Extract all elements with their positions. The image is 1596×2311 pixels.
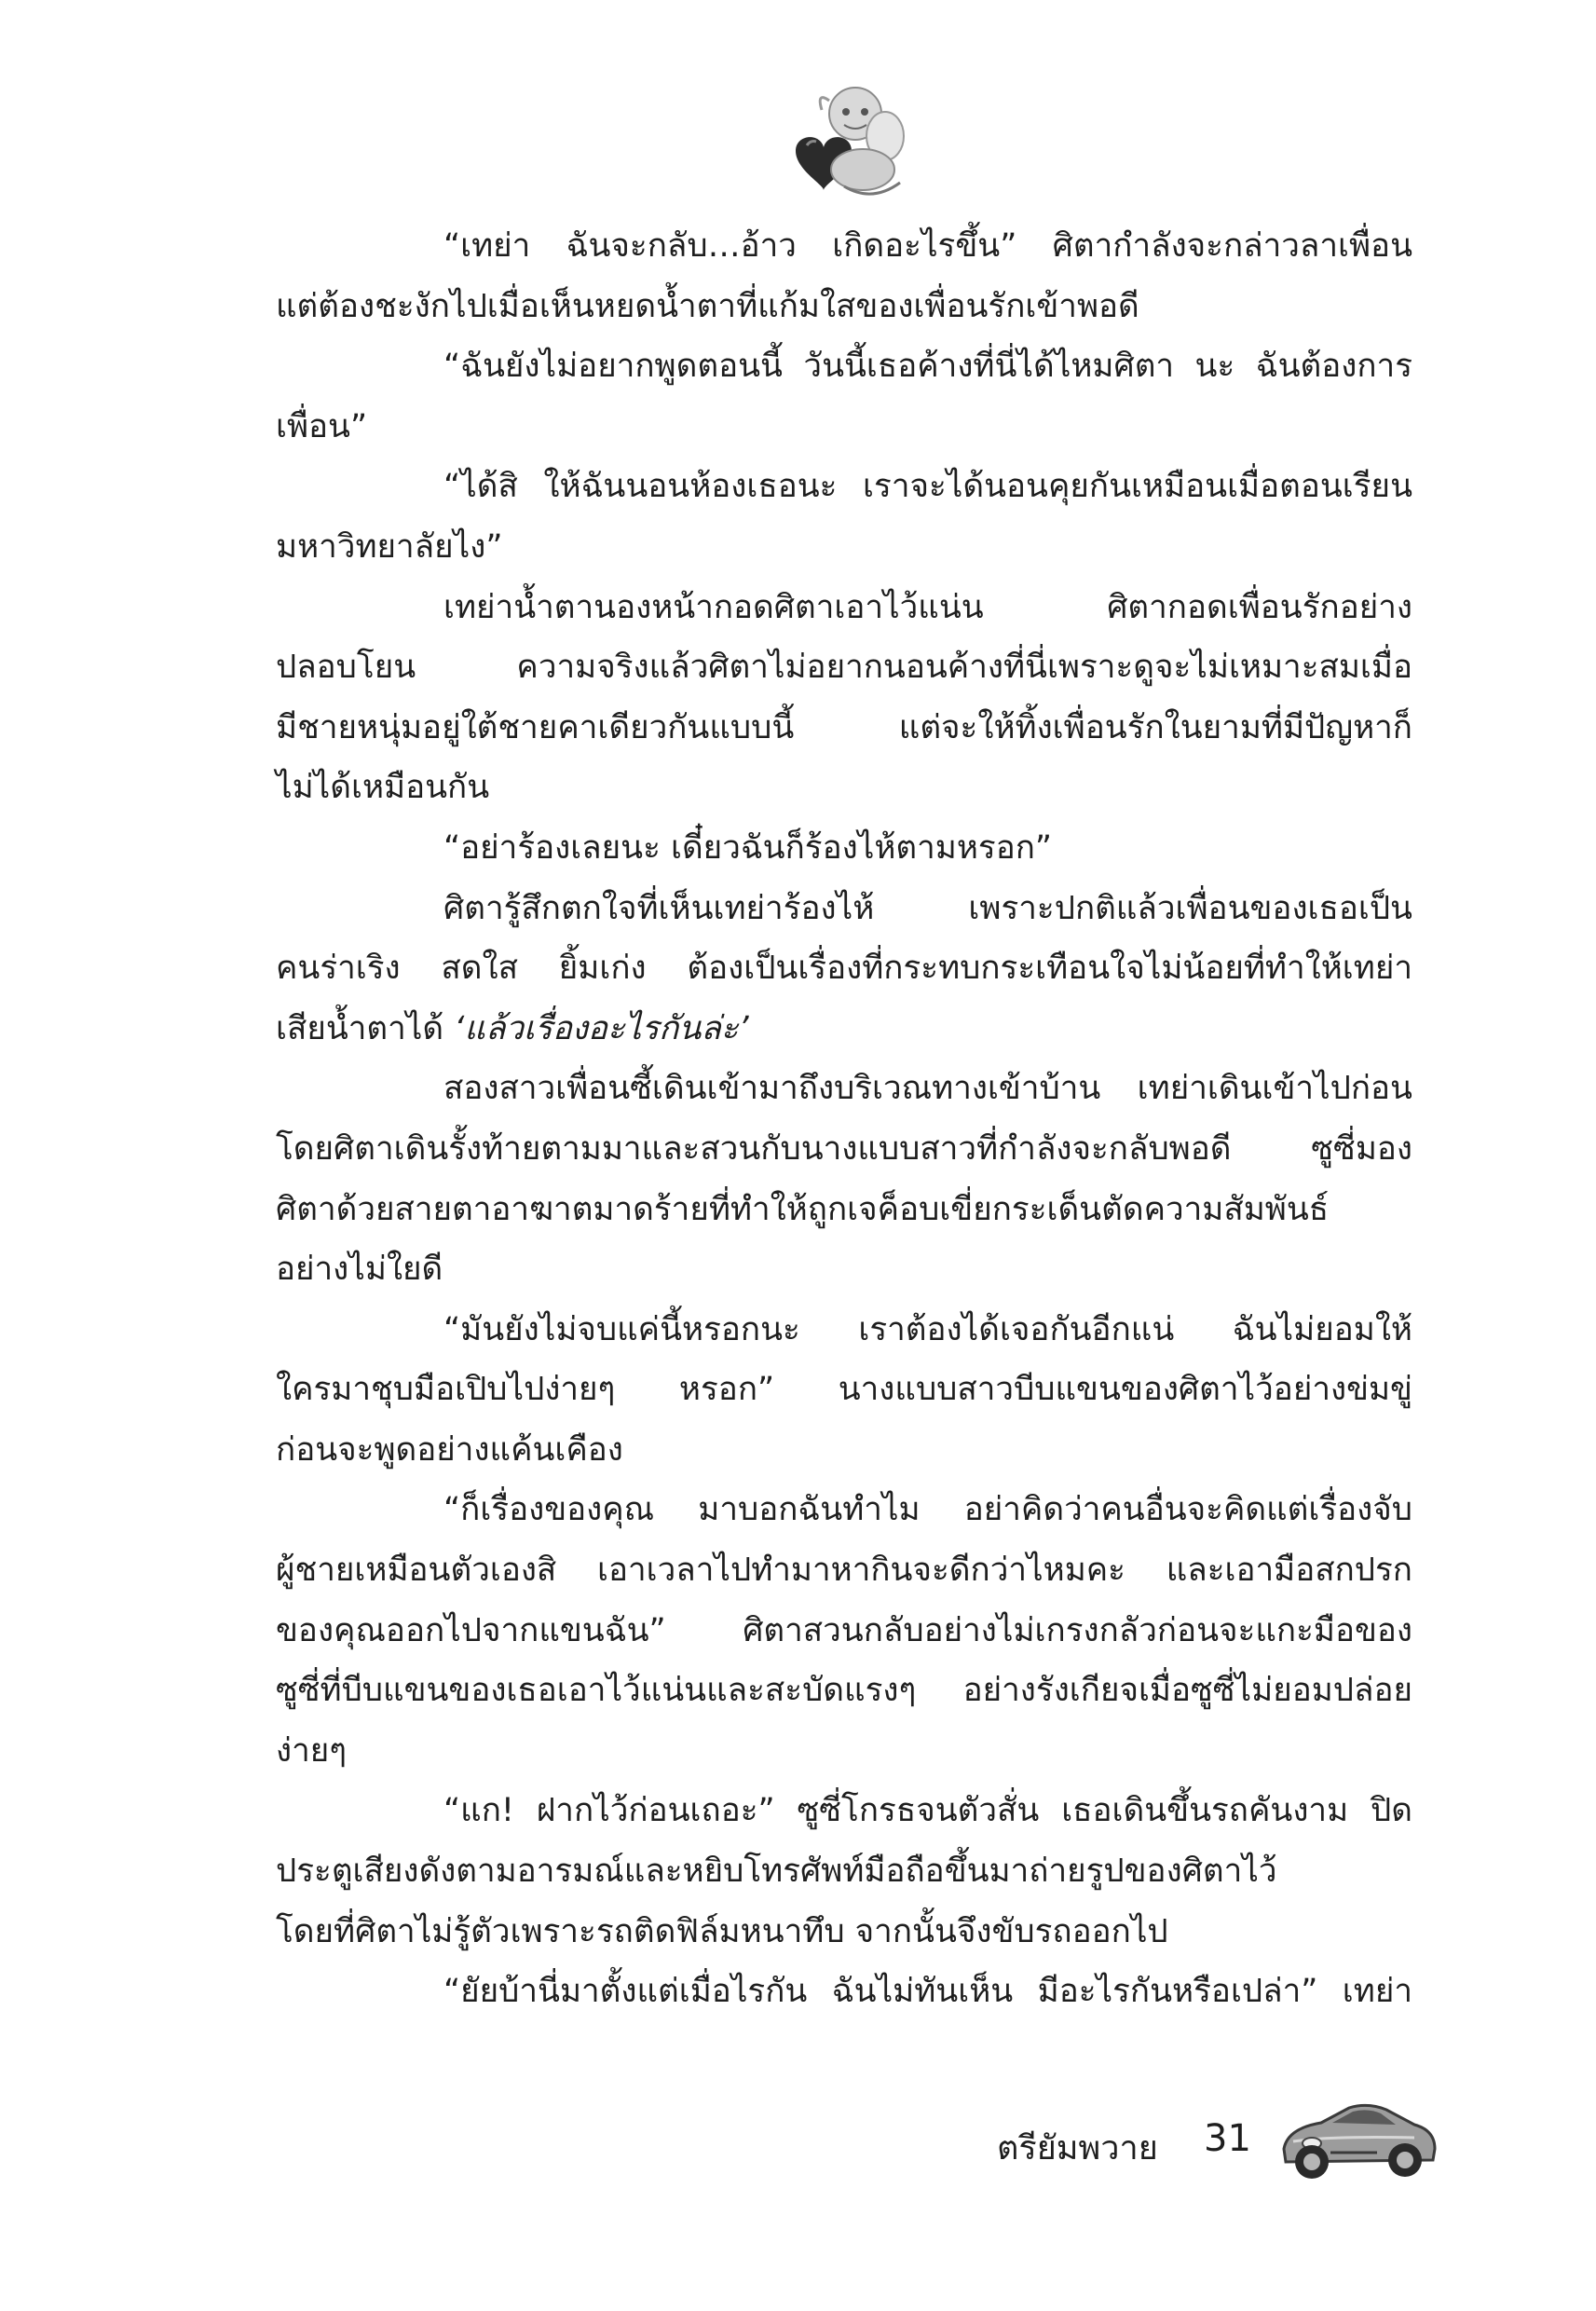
text-line: ปลอบโยน ความจริงแล้วศิตาไม่อยากนอนค้างที่นี่เพราะดูจะไม่เหมาะสมเมื่อ <box>276 649 1412 687</box>
page-footer <box>997 2104 1463 2179</box>
page-body <box>276 216 1412 2022</box>
text-line: ง่ายๆ <box>276 1731 348 1770</box>
book-title: ตรียัมพวาย <box>997 2129 1158 2167</box>
text-line: คนร่าเริง สดใส ยิ้มเก่ง ต้องเป็นเรื่องที่กระทบกระเทือนใจไม่น้อยที่ทำให้เทย่า <box>276 950 1412 988</box>
paragraph <box>276 457 1412 577</box>
paragraph <box>276 1781 1412 1962</box>
paragraph <box>276 1962 1412 2022</box>
text-line: เทย่าน้ำตานองหน้ากอดศิตาเอาไว้แน่น ศิตากอดเพื่อนรักอย่าง <box>443 588 1412 626</box>
inner-thought: ‘แล้วเรื่องอะไรกันล่ะ’ <box>454 1009 749 1047</box>
cupid-heart-ornament <box>788 82 911 205</box>
paragraph <box>276 1480 1412 1781</box>
paragraph <box>276 818 1412 879</box>
text-line: โดยที่ศิตาไม่รู้ตัวเพราะรถติดฟิล์มหนาทึบ จากนั้นจึงขับรถออกไป <box>276 1912 1168 1950</box>
text-line: ก่อนจะพูดอย่างแค้นเคือง <box>276 1430 623 1469</box>
paragraph <box>276 1300 1412 1481</box>
text-line: “เทย่า ฉันจะกลับ…อ้าว เกิดอะไรขึ้น” ศิตากำลังจะกล่าวลาเพื่อน <box>443 227 1412 265</box>
text-line: ของคุณออกไปจากแขนฉัน” ศิตาสวนกลับอย่างไม่เกรงกลัวก่อนจะแกะมือของ <box>276 1611 1412 1649</box>
text-line: “ก็เรื่องของคุณ มาบอกฉันทำไม อย่าคิดว่าคนอื่นจะคิดแต่เรื่องจับ <box>443 1491 1412 1529</box>
text-fragment: เสียน้ำตาได้ <box>276 1009 455 1047</box>
text-line: “มันยังไม่จบแค่นี้หรอกนะ เราต้องได้เจอกันอีกแน่ ฉันไม่ยอมให้ <box>443 1310 1412 1348</box>
convertible-car-icon <box>1275 2084 1442 2186</box>
paragraph <box>276 1059 1412 1299</box>
paragraph <box>276 879 1412 1060</box>
paragraph <box>276 216 1412 336</box>
text-line: ประตูเสียงดังตามอารมณ์และหยิบโทรศัพท์มือถือขึ้นมาถ่ายรูปของศิตาไว้ <box>276 1853 1277 1891</box>
text-line: “ได้สิ ให้ฉันนอนห้องเธอนะ เราจะได้นอนคุยกันเหมือนเมื่อตอนเรียน <box>443 468 1412 506</box>
text-line: “อย่าร้องเลยนะ เดี๋ยวฉันก็ร้องไห้ตามหรอก” <box>443 828 1053 867</box>
text-line: ผู้ชายเหมือนตัวเองสิ เอาเวลาไปทำมาหากินจะดีกว่าไหมคะ และเอามือสกปรก <box>276 1552 1412 1590</box>
text-line: ศิตาด้วยสายตาอาฆาตมาดร้ายที่ทำให้ถูกเจค็อบเขี่ยกระเด็นตัดความสัมพันธ์ <box>276 1190 1330 1228</box>
text-line: มีชายหนุ่มอยู่ใต้ชายคาเดียวกันแบบนี้ แต่จะให้ทิ้งเพื่อนรักในยามที่มีปัญหาก็ <box>276 708 1412 746</box>
paragraph <box>276 578 1412 818</box>
page-number: 31 <box>1204 2117 1251 2160</box>
text-line: ไม่ได้เหมือนกัน <box>276 769 490 807</box>
text-line: “ฉันยังไม่อยากพูดตอนนี้ วันนี้เธอค้างที่นี่ได้ไหมศิตา นะ ฉันต้องการ <box>443 348 1412 386</box>
text-line: “ยัยบ้านี่มาตั้งแต่เมื่อไรกัน ฉันไม่ทันเห็น มีอะไรกันหรือเปล่า” เทย่า <box>443 1973 1412 2011</box>
text-line: มหาวิทยาลัยไง” <box>276 527 503 566</box>
text-line: ซูซี่ที่บีบแขนของเธอเอาไว้แน่นและสะบัดแรงๆ อย่างรังเกียจเมื่อซูซี่ไม่ยอมปล่อย <box>276 1672 1412 1710</box>
text-line: อย่างไม่ใยดี <box>276 1251 443 1289</box>
text-line: แต่ต้องชะงักไปเมื่อเห็นหยดน้ำตาที่แก้มใสของเพื่อนรักเข้าพอดี <box>276 287 1139 325</box>
paragraph <box>276 336 1412 457</box>
text-line: สองสาวเพื่อนซี้เดินเข้ามาถึงบริเวณทางเข้าบ้าน เทย่าเดินเข้าไปก่อน <box>443 1070 1412 1108</box>
text-line-with-thought <box>276 999 1412 1060</box>
text-line: “แก! ฝากไว้ก่อนเถอะ” ซูซี่โกรธจนตัวสั่น เธอเดินขึ้นรถคันงาม ปิด <box>443 1792 1412 1830</box>
text-line: โดยศิตาเดินรั้งท้ายตามมาและสวนกับนางแบบสาวที่กำลังจะกลับพอดี ซูซี่มอง <box>276 1129 1412 1168</box>
text-line: เพื่อน” <box>276 407 368 445</box>
text-line: ศิตารู้สึกตกใจที่เห็นเทย่าร้องไห้ เพราะปกติแล้วเพื่อนของเธอเป็น <box>443 889 1412 927</box>
text-line: ใครมาชุบมือเปิบไปง่ายๆ หรอก” นางแบบสาวบีบแขนของศิตาไว้อย่างข่มขู่ <box>276 1371 1412 1409</box>
